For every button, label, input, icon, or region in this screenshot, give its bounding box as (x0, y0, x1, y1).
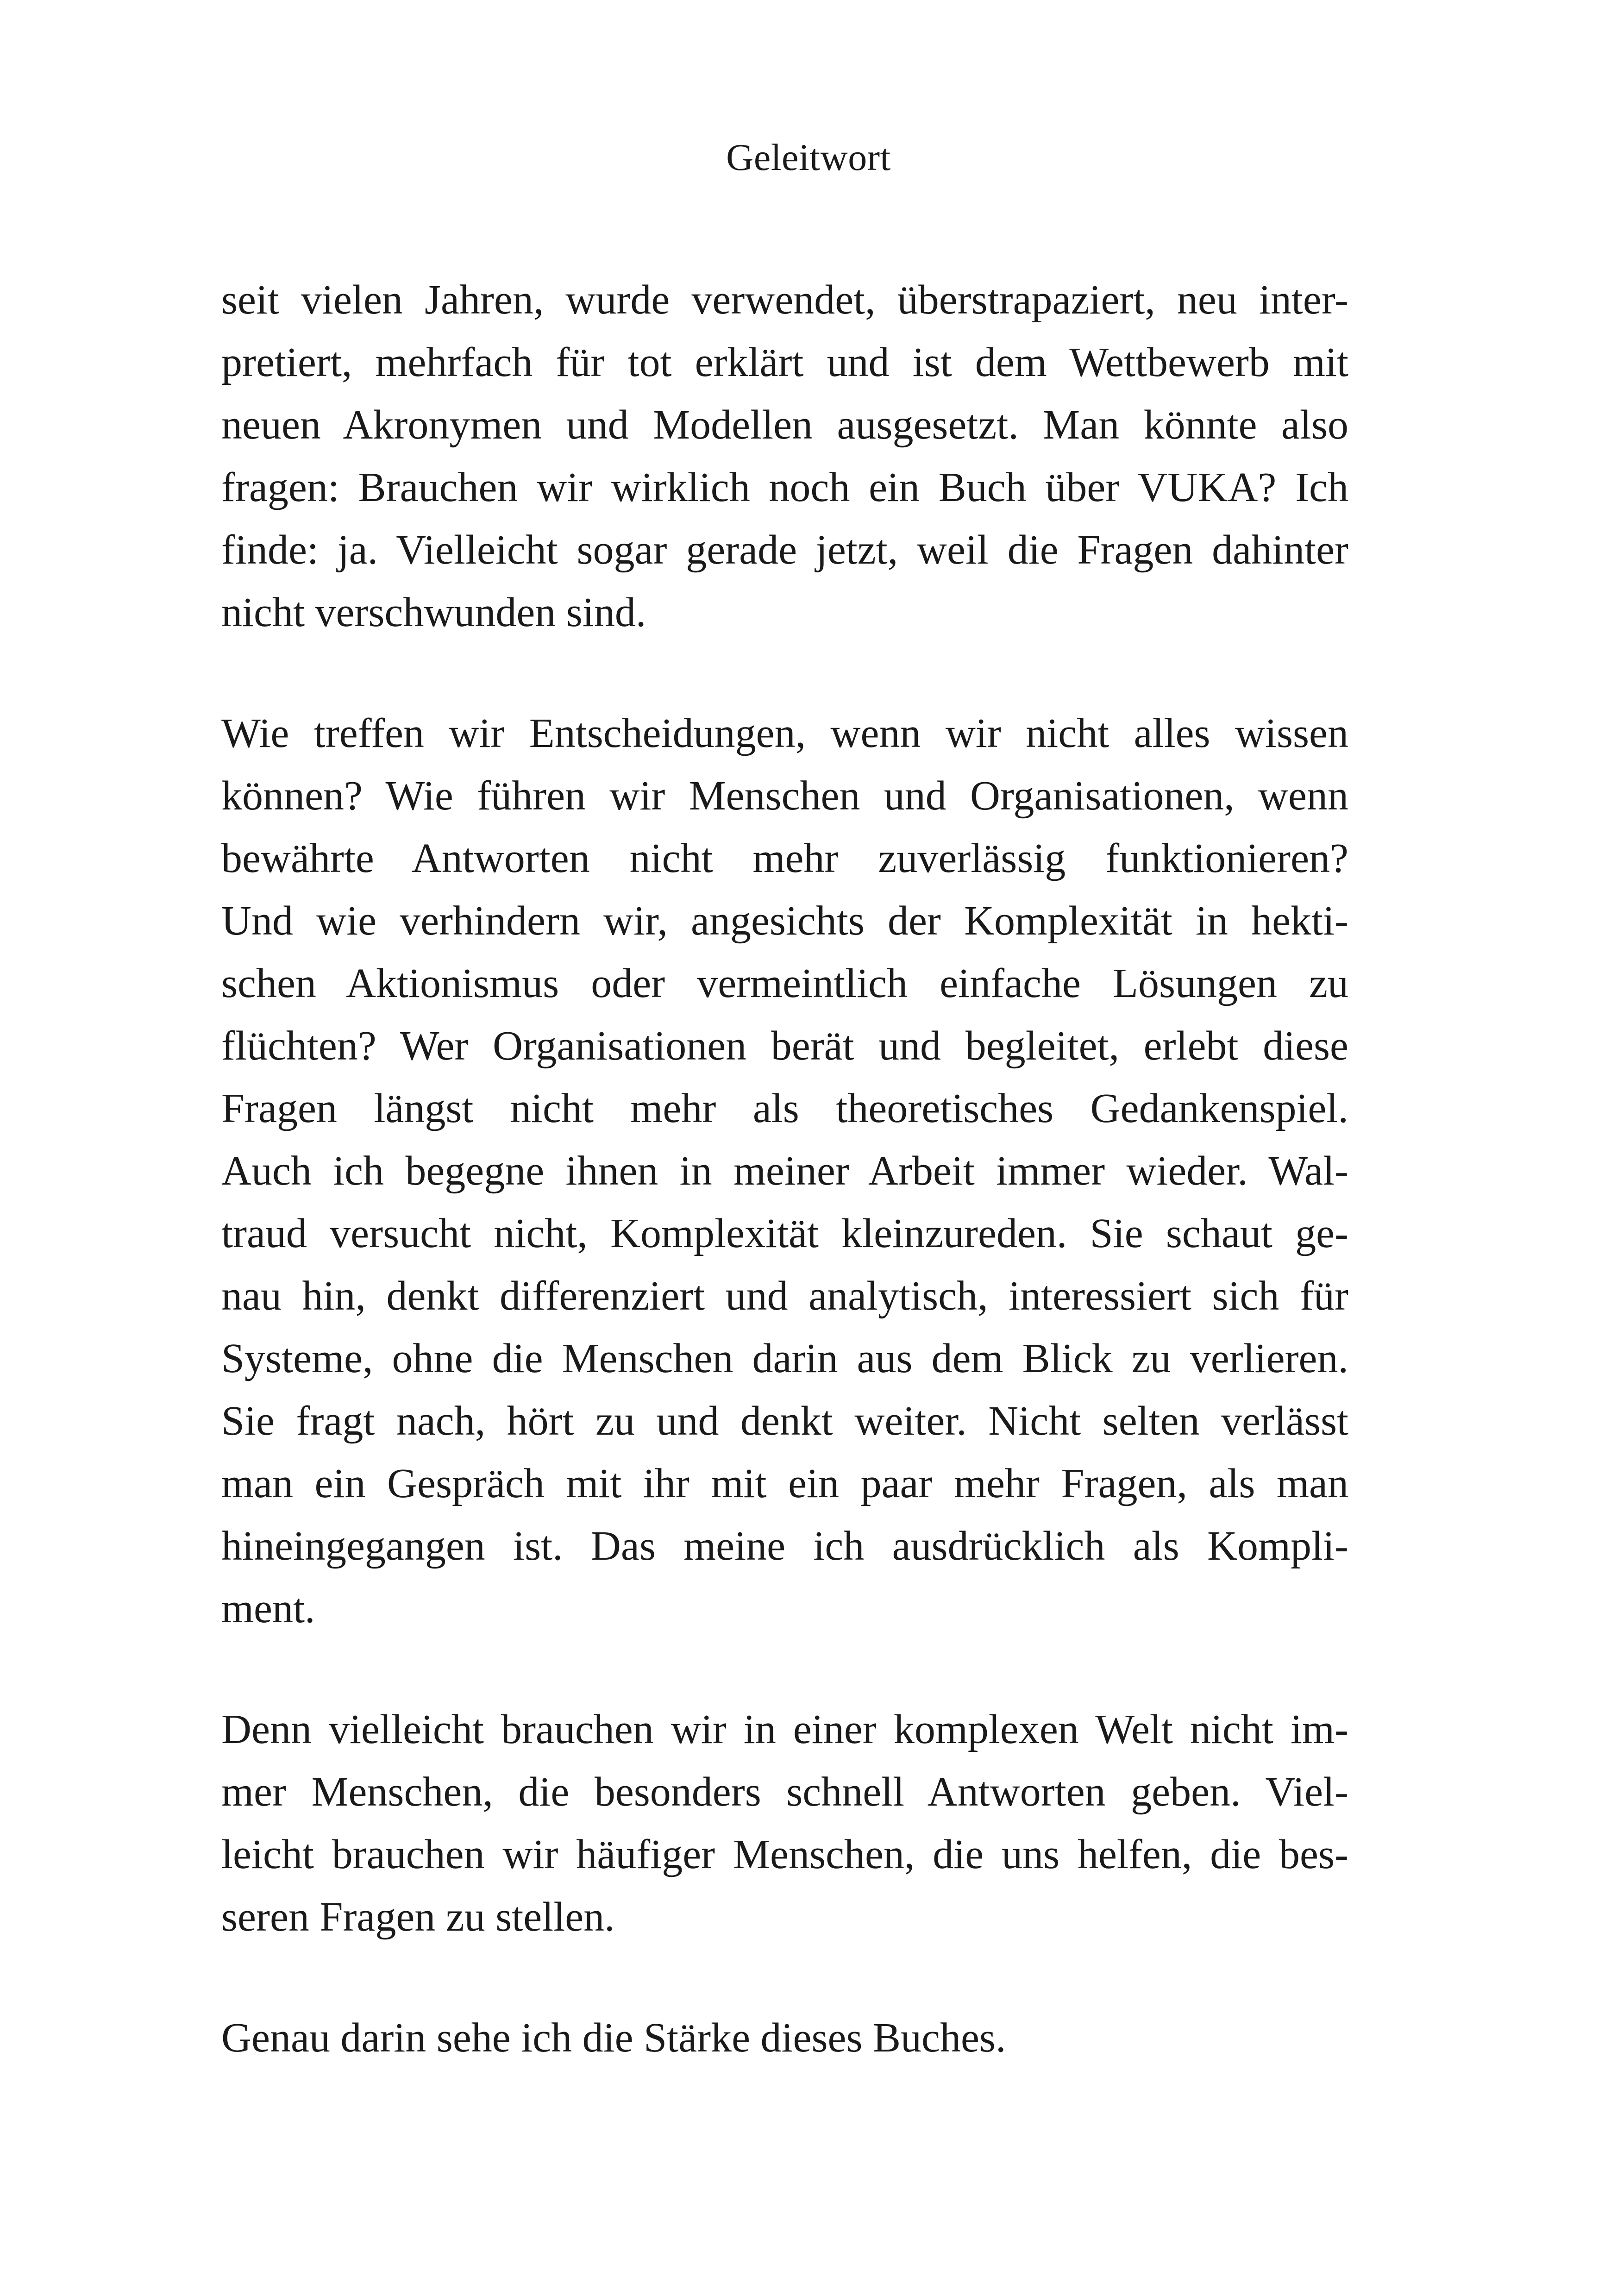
text-line: seren Fragen zu stellen. (221, 1894, 615, 1940)
text-line: Und wie verhindern wir, angesichts der Komplexität in hekti- (221, 898, 1348, 944)
body-text (221, 269, 1348, 2069)
text-line: leicht brauchen wir häufiger Menschen, die uns helfen, die bes- (221, 1832, 1348, 1877)
text-line: können? Wie führen wir Menschen und Organisationen, wenn (221, 773, 1348, 819)
text-line: hineingegangen ist. Das meine ich ausdrücklich als Kompli- (221, 1523, 1348, 1569)
text-line: traud versucht nicht, Komplexität kleinzureden. Sie schaut ge- (221, 1211, 1348, 1256)
text-line: finde: ja. Vielleicht sogar gerade jetzt, weil die Fragen dahinter (221, 527, 1348, 573)
paragraph-gap (221, 1640, 1348, 1698)
text-line: neuen Akronymen und Modellen ausgesetzt. Man könnte also (221, 402, 1348, 448)
paragraph-4 (221, 2007, 1348, 2069)
text-line: mer Menschen, die besonders schnell Antworten geben. Viel- (221, 1769, 1348, 1815)
text-line: schen Aktionismus oder vermeintlich einfache Lösungen zu (221, 960, 1348, 1006)
paragraph-1 (221, 269, 1348, 644)
text-line: man ein Gespräch mit ihr mit ein paar mehr Fragen, als man (221, 1461, 1348, 1506)
text-line: nicht verschwunden sind. (221, 590, 646, 635)
text-line: Denn vielleicht brauchen wir in einer komplexen Welt nicht im- (221, 1706, 1348, 1752)
paragraph-3 (221, 1698, 1348, 1948)
running-header: Geleitwort (726, 136, 891, 178)
paragraph-gap (221, 1948, 1348, 2007)
paragraph-2 (221, 702, 1348, 1640)
text-line: pretiert, mehrfach für tot erklärt und ist dem Wettbewerb mit (221, 339, 1348, 385)
text-line: ment. (221, 1586, 315, 1631)
text-line: nau hin, denkt differenziert und analytisch, interessiert sich für (221, 1273, 1348, 1319)
paragraph-gap (221, 644, 1348, 702)
text-line: Auch ich begegne ihnen in meiner Arbeit immer wieder. Wal- (221, 1148, 1348, 1194)
text-line: Genau darin sehe ich die Stärke dieses Buches. (221, 2015, 1006, 2061)
text-line: Fragen längst nicht mehr als theoretisches Gedankenspiel. (221, 1085, 1348, 1131)
text-line: Systeme, ohne die Menschen darin aus dem Blick zu verlieren. (221, 1336, 1348, 1381)
text-line: flüchten? Wer Organisationen berät und begleitet, erlebt diese (221, 1023, 1348, 1069)
text-line: fragen: Brauchen wir wirklich noch ein Buch über VUKA? Ich (221, 464, 1348, 510)
text-line: Wie treffen wir Entscheidungen, wenn wir nicht alles wissen (221, 710, 1348, 756)
text-line: seit vielen Jahren, wurde verwendet, überstrapaziert, neu inter- (221, 277, 1348, 323)
text-line: bewährte Antworten nicht mehr zuverlässig funktionieren? (221, 835, 1348, 881)
text-line: Sie fragt nach, hört zu und denkt weiter. Nicht selten verlässt (221, 1398, 1348, 1444)
